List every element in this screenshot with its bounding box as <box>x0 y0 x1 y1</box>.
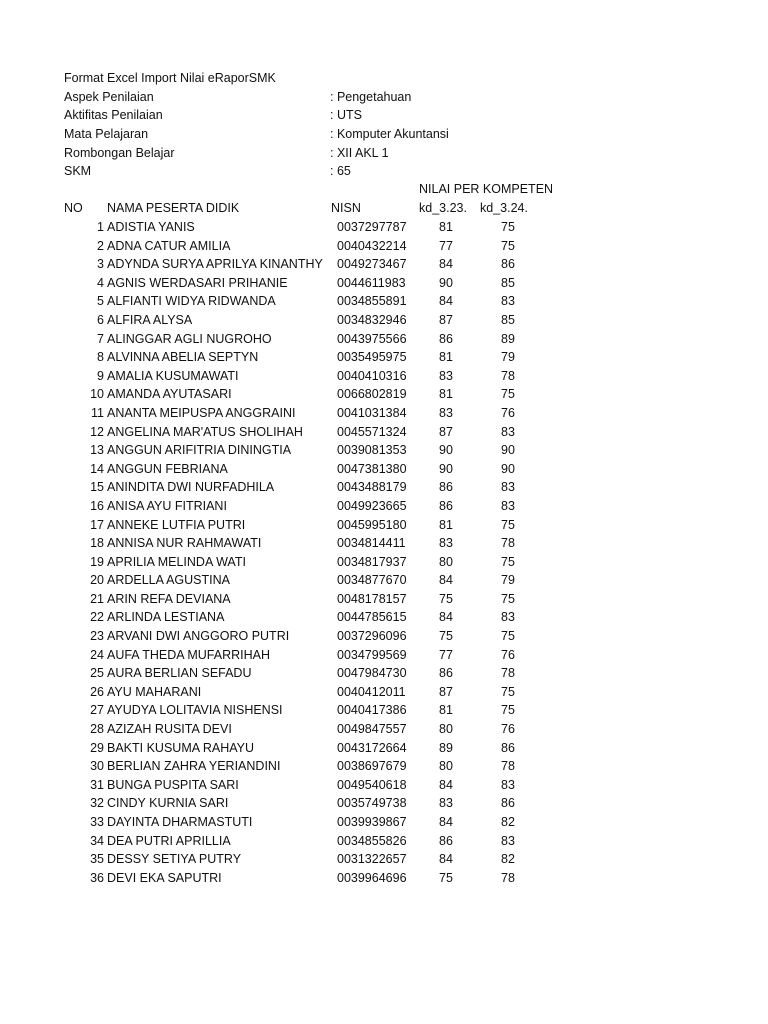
grade-kd-3-24: 86 <box>501 740 515 755</box>
grade-kd-3-23: 86 <box>439 498 453 513</box>
row-number: 20 <box>90 573 104 588</box>
grades-table <box>0 218 768 887</box>
grade-kd-3-24: 85 <box>501 275 515 290</box>
student-nisn: 0049540618 <box>337 777 407 792</box>
student-name: ARLINDA LESTIANA <box>107 610 225 625</box>
row-number: 16 <box>90 498 104 513</box>
row-number: 36 <box>90 870 104 885</box>
grade-kd-3-24: 83 <box>501 480 515 495</box>
row-number: 22 <box>90 610 104 625</box>
student-nisn: 0037296096 <box>337 629 407 644</box>
student-nisn: 0034799569 <box>337 647 407 662</box>
table-row <box>0 441 768 460</box>
table-row <box>0 516 768 535</box>
row-number: 28 <box>90 722 104 737</box>
row-number: 24 <box>90 647 104 662</box>
grade-kd-3-23: 75 <box>439 870 453 885</box>
grade-kd-3-23: 77 <box>439 647 453 662</box>
meta-row-rombel <box>64 144 624 162</box>
student-name: ANANTA MEIPUSPA ANGGRAINI <box>107 405 296 420</box>
student-name: AYU MAHARANI <box>107 684 202 699</box>
grade-kd-3-24: 83 <box>501 294 515 309</box>
row-number: 11 <box>91 405 104 420</box>
student-name: CINDY KURNIA SARI <box>107 796 229 811</box>
student-name: BAKTI KUSUMA RAHAYU <box>107 740 255 755</box>
row-number: 34 <box>90 833 104 848</box>
meta-label: Mata Pelajaran <box>64 127 149 141</box>
grade-kd-3-23: 90 <box>439 443 453 458</box>
table-row <box>0 218 768 237</box>
student-nisn: 0039939867 <box>337 815 407 829</box>
row-number: 4 <box>97 275 104 290</box>
table-row <box>0 869 768 888</box>
grade-kd-3-24: 82 <box>501 815 515 829</box>
grade-kd-3-23: 83 <box>439 368 453 383</box>
student-nisn: 0043975566 <box>337 331 407 346</box>
table-row <box>0 720 768 739</box>
student-nisn: 0034855891 <box>337 294 407 309</box>
grade-kd-3-23: 83 <box>439 405 453 420</box>
grade-kd-3-23: 86 <box>439 666 453 681</box>
student-name: ADNA CATUR AMILIA <box>107 238 231 253</box>
student-nisn: 0034855826 <box>337 833 407 848</box>
grade-kd-3-23: 87 <box>439 312 453 327</box>
table-row <box>0 627 768 646</box>
grade-kd-3-23: 77 <box>439 238 453 253</box>
meta-value: : 65 <box>330 164 351 178</box>
table-row <box>0 664 768 683</box>
row-number: 2 <box>97 238 104 253</box>
grade-kd-3-24: 83 <box>501 498 515 513</box>
meta-label: SKM <box>64 164 92 178</box>
grade-kd-3-24: 75 <box>501 703 515 718</box>
grade-kd-3-23: 84 <box>439 852 453 867</box>
row-number: 30 <box>90 759 104 774</box>
grade-kd-3-24: 75 <box>501 554 515 569</box>
grade-kd-3-23: 86 <box>439 331 453 346</box>
row-number: 29 <box>90 740 104 755</box>
table-row <box>0 478 768 497</box>
table-row <box>0 255 768 274</box>
row-number: 27 <box>90 703 104 718</box>
row-number: 15 <box>90 480 104 495</box>
student-nisn: 0043172664 <box>337 740 407 755</box>
row-number: 7 <box>97 331 104 346</box>
table-row <box>0 348 768 367</box>
grade-kd-3-23: 84 <box>439 257 453 272</box>
student-nisn: 0039964696 <box>337 870 407 885</box>
grade-kd-3-24: 79 <box>501 573 515 588</box>
grade-kd-3-24: 78 <box>501 870 515 885</box>
student-nisn: 0040417386 <box>337 703 407 718</box>
table-row <box>0 534 768 553</box>
table-row <box>0 404 768 423</box>
student-name: AUFA THEDA MUFARRIHAH <box>107 647 270 662</box>
grade-kd-3-23: 87 <box>439 424 453 439</box>
row-number: 3 <box>97 257 104 272</box>
row-number: 21 <box>90 591 104 606</box>
student-name: ARVANI DWI ANGGORO PUTRI <box>107 629 290 644</box>
grade-kd-3-24: 90 <box>501 461 515 476</box>
grade-kd-3-23: 83 <box>439 536 453 551</box>
grade-kd-3-24: 78 <box>501 759 515 774</box>
meta-row-aspek <box>64 88 624 106</box>
grade-kd-3-24: 83 <box>501 777 515 792</box>
grade-kd-3-24: 78 <box>501 666 515 681</box>
grade-kd-3-23: 81 <box>439 387 453 402</box>
group-header-nilai: NILAI PER KOMPETEN <box>419 182 554 196</box>
student-name: ARDELLA AGUSTINA <box>107 573 230 588</box>
grade-kd-3-23: 84 <box>439 573 453 588</box>
grade-kd-3-24: 75 <box>501 591 515 606</box>
table-row <box>0 590 768 609</box>
student-nisn: 0043488179 <box>337 480 407 495</box>
student-name: ANINDITA DWI NURFADHILA <box>107 480 275 495</box>
table-row <box>0 311 768 330</box>
meta-label: Rombongan Belajar <box>64 146 175 160</box>
student-nisn: 0044785615 <box>337 610 407 625</box>
grade-kd-3-24: 79 <box>501 350 515 365</box>
table-row <box>0 571 768 590</box>
grade-kd-3-24: 76 <box>501 405 515 420</box>
student-name: DAYINTA DHARMASTUTI <box>107 815 253 829</box>
grade-kd-3-24: 86 <box>501 796 515 811</box>
grade-kd-3-23: 75 <box>439 591 453 606</box>
column-header-no: NO <box>64 201 83 215</box>
grade-kd-3-24: 78 <box>501 368 515 383</box>
student-name: DEA PUTRI APRILLIA <box>107 833 231 848</box>
row-number: 1 <box>97 220 104 234</box>
student-nisn: 0035749738 <box>337 796 407 811</box>
grade-kd-3-24: 83 <box>501 610 515 625</box>
grade-kd-3-24: 75 <box>501 629 515 644</box>
grade-kd-3-23: 80 <box>439 722 453 737</box>
table-row <box>0 757 768 776</box>
table-row <box>0 683 768 702</box>
table-row <box>0 646 768 665</box>
table-row <box>0 497 768 516</box>
student-nisn: 0034814411 <box>337 536 406 551</box>
grade-kd-3-24: 75 <box>501 517 515 532</box>
row-number: 26 <box>90 684 104 699</box>
student-name: ADISTIA YANIS <box>107 220 195 234</box>
student-nisn: 0034877670 <box>337 573 407 588</box>
meta-value: : UTS <box>330 108 362 122</box>
column-header-nisn: NISN <box>331 201 361 215</box>
student-nisn: 0038697679 <box>337 759 407 774</box>
student-name: DEVI EKA SAPUTRI <box>107 870 222 885</box>
table-row <box>0 367 768 386</box>
student-name: ANNISA NUR RAHMAWATI <box>107 536 262 551</box>
student-nisn: 0047984730 <box>337 666 407 681</box>
grade-kd-3-23: 75 <box>439 629 453 644</box>
grade-kd-3-24: 75 <box>501 684 515 699</box>
table-row <box>0 794 768 813</box>
row-number: 17 <box>90 517 104 532</box>
student-nisn: 0048178157 <box>337 591 407 606</box>
grade-kd-3-23: 86 <box>439 480 453 495</box>
table-row <box>0 813 768 832</box>
table-row <box>0 460 768 479</box>
student-nisn: 0049273467 <box>337 257 407 272</box>
grade-kd-3-23: 84 <box>439 294 453 309</box>
meta-value: : Pengetahuan <box>330 90 412 104</box>
student-name: DESSY SETIYA PUTRY <box>107 852 242 867</box>
grade-kd-3-24: 76 <box>501 722 515 737</box>
student-name: ANNEKE LUTFIA PUTRI <box>107 517 246 532</box>
grade-kd-3-24: 90 <box>501 443 515 458</box>
column-header-name: NAMA PESERTA DIDIK <box>107 201 240 215</box>
meta-row-mapel <box>64 125 624 143</box>
table-row <box>0 385 768 404</box>
meta-row-skm <box>64 162 624 180</box>
grade-kd-3-24: 76 <box>501 647 515 662</box>
grade-kd-3-23: 80 <box>439 759 453 774</box>
grade-kd-3-23: 84 <box>439 610 453 625</box>
student-nisn: 0037297787 <box>337 220 407 234</box>
student-nisn: 0044611983 <box>337 275 406 290</box>
student-name: ANISA AYU FITRIANI <box>107 498 227 513</box>
student-nisn: 0031322657 <box>337 852 407 867</box>
grade-kd-3-23: 83 <box>439 796 453 811</box>
grade-kd-3-23: 86 <box>439 833 453 848</box>
row-number: 14 <box>90 461 104 476</box>
student-nisn: 0049923665 <box>337 498 407 513</box>
student-nisn: 0041031384 <box>337 405 407 420</box>
student-nisn: 0066802819 <box>337 387 407 402</box>
meta-value: : Komputer Akuntansi <box>330 127 449 141</box>
row-number: 23 <box>90 629 104 644</box>
student-name: ALVINNA ABELIA SEPTYN <box>107 350 259 365</box>
row-number: 5 <box>97 294 104 309</box>
meta-row-aktifitas <box>64 106 624 124</box>
student-nisn: 0047381380 <box>337 461 407 476</box>
student-name: AZIZAH RUSITA DEVI <box>107 722 232 737</box>
row-number: 25 <box>90 666 104 681</box>
student-name: ARIN REFA DEVIANA <box>107 591 231 606</box>
grade-kd-3-24: 75 <box>501 238 515 253</box>
student-nisn: 0049847557 <box>337 722 407 737</box>
grade-kd-3-24: 83 <box>501 833 515 848</box>
grade-kd-3-23: 81 <box>439 350 453 365</box>
student-name: AYUDYA LOLITAVIA NISHENSI <box>107 703 283 718</box>
table-row <box>0 850 768 869</box>
table-row <box>0 423 768 442</box>
table-row <box>0 330 768 349</box>
meta-value: : XII AKL 1 <box>330 146 389 160</box>
grade-kd-3-23: 89 <box>439 740 453 755</box>
student-name: ANGGUN ARIFITRIA DININGTIA <box>107 443 292 458</box>
table-row <box>0 832 768 851</box>
student-nisn: 0045571324 <box>337 424 407 439</box>
student-nisn: 0039081353 <box>337 443 407 458</box>
table-row <box>0 553 768 572</box>
row-number: 32 <box>90 796 104 811</box>
row-number: 13 <box>90 443 104 458</box>
student-name: AURA BERLIAN SEFADU <box>107 666 252 681</box>
row-number: 18 <box>90 536 104 551</box>
grade-kd-3-23: 84 <box>439 777 453 792</box>
grade-kd-3-24: 75 <box>501 220 515 234</box>
student-nisn: 0034817937 <box>337 554 407 569</box>
student-name: ALFIANTI WIDYA RIDWANDA <box>107 294 276 309</box>
student-name: ALFIRA ALYSA <box>107 312 193 327</box>
grade-kd-3-23: 90 <box>439 461 453 476</box>
row-number: 6 <box>97 312 104 327</box>
grade-kd-3-23: 84 <box>439 815 453 829</box>
row-number: 31 <box>90 777 104 792</box>
grade-kd-3-23: 90 <box>439 275 453 290</box>
grade-kd-3-23: 80 <box>439 554 453 569</box>
student-nisn: 0040432214 <box>337 238 407 253</box>
row-number: 33 <box>90 815 104 829</box>
student-nisn: 0035495975 <box>337 350 407 365</box>
student-name: AMANDA AYUTASARI <box>107 387 232 402</box>
row-number: 8 <box>97 350 104 365</box>
student-name: ANGGUN FEBRIANA <box>107 461 228 476</box>
meta-label: Aktifitas Penilaian <box>64 108 163 122</box>
student-name: APRILIA MELINDA WATI <box>107 554 246 569</box>
grade-kd-3-24: 83 <box>501 424 515 439</box>
student-name: AMALIA KUSUMAWATI <box>107 368 239 383</box>
student-name: BUNGA PUSPITA SARI <box>107 777 239 792</box>
grade-kd-3-24: 78 <box>501 536 515 551</box>
grade-kd-3-24: 85 <box>501 312 515 327</box>
row-number: 9 <box>97 368 104 383</box>
student-nisn: 0045995180 <box>337 517 407 532</box>
student-nisn: 0040410316 <box>337 368 407 383</box>
document-title: Format Excel Import Nilai eRaporSMK <box>64 71 276 85</box>
row-number: 19 <box>90 554 104 569</box>
student-nisn: 0040412011 <box>337 684 406 699</box>
student-name: BERLIAN ZAHRA YERIANDINI <box>107 759 281 774</box>
table-row <box>0 739 768 758</box>
student-name: ANGELINA MAR'ATUS SHOLIHAH <box>107 424 303 439</box>
table-row <box>0 292 768 311</box>
row-number: 10 <box>90 387 104 402</box>
student-nisn: 0034832946 <box>337 312 407 327</box>
table-row <box>0 776 768 795</box>
table-row <box>0 701 768 720</box>
grade-kd-3-23: 81 <box>439 220 453 234</box>
table-row <box>0 237 768 256</box>
column-header-kd-3-24: kd_3.24. <box>480 201 528 215</box>
column-header-kd-3-23: kd_3.23. <box>419 201 467 215</box>
row-number: 12 <box>90 424 104 439</box>
meta-label: Aspek Penilaian <box>64 90 154 104</box>
grade-kd-3-24: 75 <box>501 387 515 402</box>
grade-kd-3-23: 81 <box>439 517 453 532</box>
grade-kd-3-23: 87 <box>439 684 453 699</box>
student-name: ALINGGAR AGLI NUGROHO <box>107 331 272 346</box>
table-row <box>0 608 768 627</box>
grade-kd-3-24: 89 <box>501 331 515 346</box>
student-name: AGNIS WERDASARI PRIHANIE <box>107 275 288 290</box>
grade-kd-3-23: 81 <box>439 703 453 718</box>
table-row <box>0 274 768 293</box>
grade-kd-3-24: 82 <box>501 852 515 867</box>
grade-kd-3-24: 86 <box>501 257 515 272</box>
student-name: ADYNDA SURYA APRILYA KINANTHY <box>107 257 323 272</box>
row-number: 35 <box>90 852 104 867</box>
